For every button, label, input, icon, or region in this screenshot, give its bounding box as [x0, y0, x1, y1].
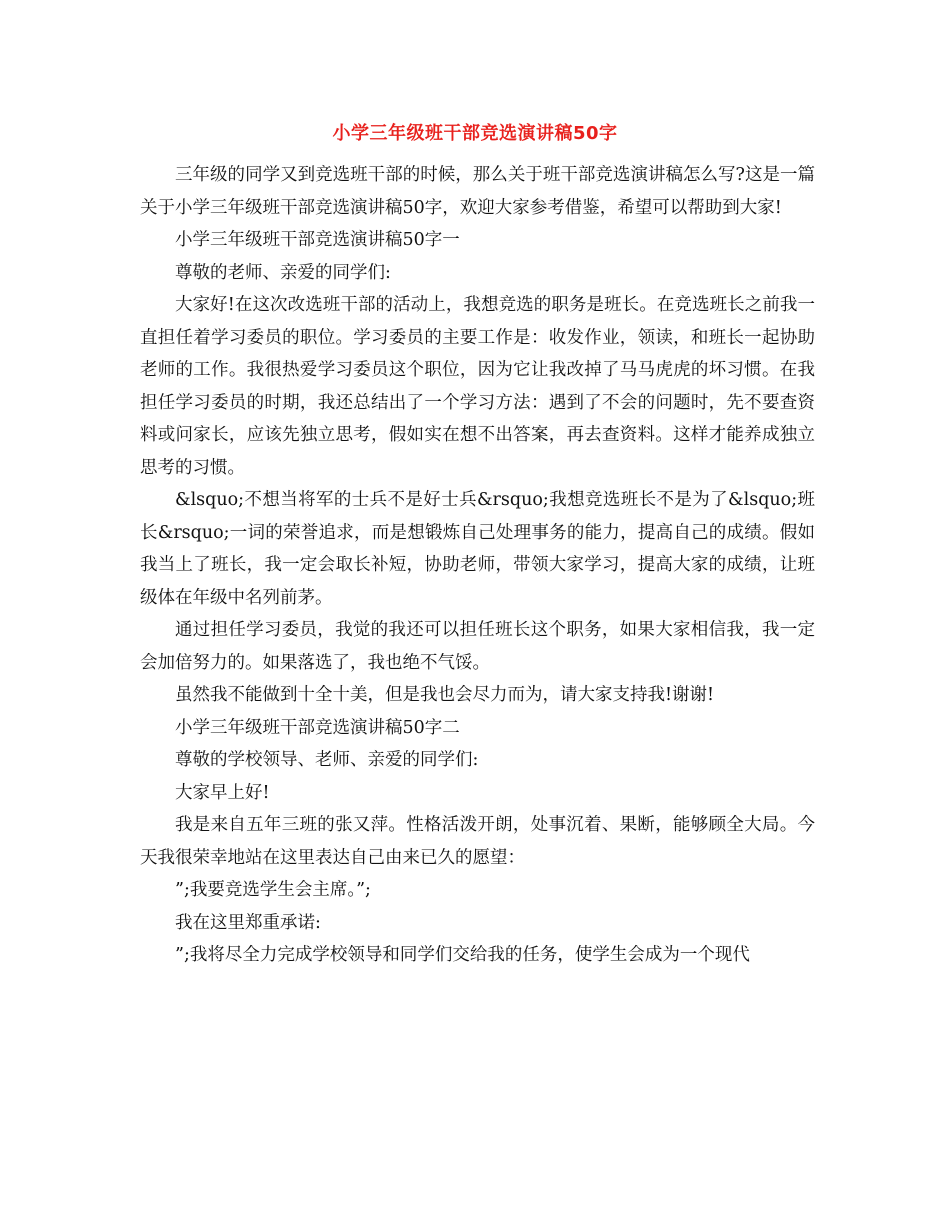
document-body	[140, 159, 815, 972]
paragraph: &lsquo;不想当将军的士兵不是好士兵&rsquo;我想竞选班长不是为了&lsquo;班长&rsquo;一词的荣誉追求，而是想锻炼自己处理事务的能力，提高自己的成绩。假如我当上了班长，我一定会取长补短，协助老师，带领大家学习，提高大家的成绩，让班级体在年级中名列前茅。	[140, 490, 815, 608]
paragraph: 我在这里郑重承诺:	[175, 912, 321, 933]
document-title: 小学三年级班干部竞选演讲稿50字	[332, 123, 618, 144]
paragraph: 大家好!在这次改选班干部的活动上，我想竞选的职务是班长。在竞选班长之前我一直担任着学习委员的职位。学习委员的主要工作是：收发作业，领读，和班长一起协助老师的工作。我很热爱学习委员这个职位，因为它让我改掉了马马虎虎的坏习惯。在我担任学习委员的时期，我还总结出了一个学习方法：遇到了不会的问题时，先不要查资料或问家长，应该先独立思考，假如实在想不出答案，再去查资料。这样才能养成独立思考的习惯。	[140, 295, 815, 478]
paragraph: 通过担任学习委员，我觉的我还可以担任班长这个职务，如果大家相信我，我一定会加倍努力的。如果落选了，我也绝不气馁。	[140, 620, 815, 673]
section-heading-1: 小学三年级班干部竞选演讲稿50字一	[175, 230, 460, 250]
paragraph-salutation-1: 尊敬的老师、亲爱的同学们:	[175, 262, 391, 283]
paragraph-intro: 三年级的同学又到竞选班干部的时候，那么关于班干部竞选演讲稿怎么写?这是一篇关于小学三年级班干部竞选演讲稿50字，欢迎大家参考借鉴，希望可以帮助到大家!	[140, 165, 815, 218]
paragraph-quote: ”;我要竞选学生会主席。”;	[175, 880, 371, 900]
paragraph-greeting: 大家早上好!	[175, 782, 270, 803]
paragraph: 虽然我不能做到十全十美，但是我也会尽力而为，请大家支持我!谢谢!	[175, 685, 715, 705]
section-heading-2: 小学三年级班干部竞选演讲稿50字二	[175, 717, 460, 738]
paragraph: 我是来自五年三班的张又萍。性格活泼开朗，处事沉着、果断，能够顾全大局。今天我很荣幸地站在这里表达自己由来已久的愿望：	[140, 815, 815, 868]
paragraph-salutation-2: 尊敬的学校领导、老师、亲爱的同学们:	[175, 750, 479, 770]
paragraph-quote: ”;我将尽全力完成学校领导和同学们交给我的任务，使学生会成为一个现代	[175, 945, 750, 965]
